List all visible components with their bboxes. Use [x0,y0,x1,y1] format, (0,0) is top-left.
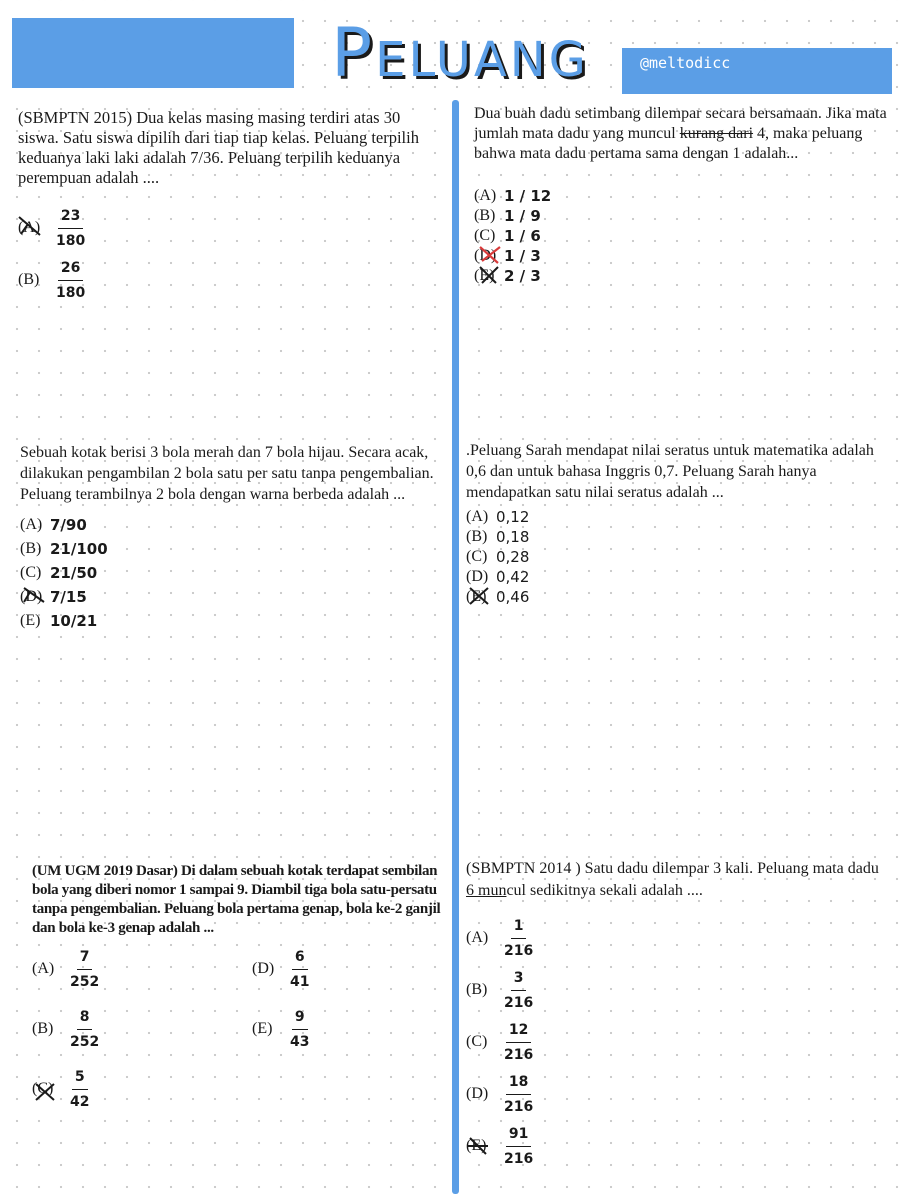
numerator: 1 [511,916,527,939]
fraction [504,1124,533,1169]
fraction [504,916,533,961]
option-label: (E) [466,1137,487,1154]
numerator: 9 [292,1007,308,1030]
options-grid [32,946,442,1112]
cross-mark-icon [20,584,48,608]
option-c [32,1066,252,1112]
cross-mark-icon [32,1080,60,1104]
option-a [32,946,252,992]
option-label: (C) [474,227,496,244]
option-d [20,587,440,607]
option-value: 1 / 3 [504,247,541,265]
question-5-stem: (UM UGM 2019 Dasar) Di dalam sebuah kotak terdapat sembilan bola yang diberi nomor 1 sampai 9. Diambil tiga bola satu-persatu tanpa pengembalian. Peluang bola pertama genap, bola ke-2 ganjil dan bola ke-3 genap adalah ... [32,863,441,936]
denominator: 43 [290,1033,310,1050]
fraction [70,1067,89,1112]
cross-mark-icon [464,1134,492,1158]
stem-text: cul sedikitnya sekali adalah .... [506,882,703,899]
option-a [18,202,438,254]
option-e [466,587,890,607]
option-value: 10/21 [50,612,98,630]
question-5 [32,862,442,1112]
numerator: 3 [511,968,527,991]
question-1 [18,108,438,306]
option-a [20,515,440,535]
fraction [290,947,309,992]
option-e [474,266,888,286]
option-b [18,254,438,306]
option-label: (B) [466,981,488,998]
fraction [504,1072,533,1117]
question-2-stem [474,104,888,164]
option-label: (B) [32,1020,54,1037]
option-label: (D) [252,960,275,977]
option-e [20,611,440,631]
denominator: 41 [290,973,310,990]
option-label: (B) [466,528,488,545]
numerator: 18 [506,1072,531,1095]
numerator: 8 [77,1007,93,1030]
option-label: (E) [474,267,495,284]
denominator: 252 [70,1033,100,1050]
option-value: 1 / 6 [504,227,541,245]
option-b [20,539,440,559]
option-label: (A) [20,516,43,533]
denominator: 180 [56,284,86,301]
option-label: (A) [32,960,55,977]
option-label: (B) [474,207,496,224]
question-6-stem [466,858,890,902]
option-b [466,527,890,547]
option-label: (C) [466,1033,488,1050]
option-c [474,226,888,246]
option-label: (E) [252,1020,273,1037]
denominator: 180 [56,232,86,249]
option-c [20,563,440,583]
option-c [466,547,890,567]
option-d [466,567,890,587]
option-a [474,186,888,206]
fraction [56,206,85,251]
option-value: 2 / 3 [504,267,541,285]
cross-mark-icon [476,263,504,287]
option-value: 0,28 [496,548,530,566]
option-label: (D) [20,588,43,605]
option-d [474,246,888,266]
numerator: 6 [292,947,308,970]
struck-text: kurang dari [679,125,754,142]
numerator: 7 [77,947,93,970]
fraction [70,1007,99,1052]
option-d [252,946,452,992]
option-label: (A) [474,187,497,204]
numerator: 23 [58,206,83,229]
option-label: (D) [474,247,497,264]
option-e [252,1006,452,1052]
denominator: 216 [504,942,534,959]
numerator: 12 [506,1020,531,1043]
question-2 [474,104,888,286]
option-label: (D) [466,1085,489,1102]
option-b [32,1006,252,1052]
question-4 [466,440,890,607]
numerator: 26 [58,258,83,281]
denominator: 216 [504,994,534,1011]
option-value: 0,12 [496,508,530,526]
option-label: (A) [466,508,489,525]
option-d [466,1068,890,1120]
denominator: 42 [70,1093,90,1110]
stem-text: (SBMPTN 2014 ) Satu dadu dilempar 3 kali. Peluang mata dadu [466,860,879,877]
option-label: (D) [466,568,489,585]
option-value: 1 / 12 [504,187,552,205]
cross-mark-icon [466,584,494,608]
stem-text: Dua buah dadu setimbang dilempar secara bersamaan. Jika mata jumlah mata dadu yang muncul [474,105,887,142]
option-value: 0,42 [496,568,530,586]
question-1-stem: (SBMPTN 2015) Dua kelas masing masing terdiri atas 30 siswa. Satu siswa dipilih dari tiap tiap kelas. Peluang terpilih keduanya laki laki adalah 7/36. Peluang terpilih keduanya perempuan adalah .... [18,108,419,187]
option-c [466,1016,890,1068]
option-label: (E) [20,612,41,629]
option-e [466,1120,890,1172]
option-label: (A) [18,219,41,236]
denominator: 216 [504,1098,534,1115]
question-6 [466,858,890,1172]
denominator: 216 [504,1150,534,1167]
option-label: (A) [466,929,489,946]
option-value: 7/15 [50,588,87,606]
page-title: Peluang [331,14,589,93]
option-label: (B) [18,271,40,288]
question-3 [20,442,440,631]
fraction [504,1020,533,1065]
option-label: (C) [466,548,488,565]
option-label: (B) [20,540,42,557]
question-3-stem: Sebuah kotak berisi 3 bola merah dan 7 bola hijau. Secara acak, dilakukan pengambilan 2 bola satu per satu tanpa pengembalian. Peluang terambilnya 2 bola dengan warna berbeda adalah ... [20,444,434,503]
option-value: 0,18 [496,528,530,546]
numerator: 91 [506,1124,531,1147]
option-label: (C) [20,564,42,581]
fraction [290,1007,309,1052]
option-value: 7/90 [50,516,87,534]
question-4-stem: .Peluang Sarah mendapat nilai seratus untuk matematika adalah 0,6 dan untuk bahasa Inggris 0,7. Peluang Sarah hanya mendapatkan satu nilai seratus adalah ... [466,442,874,501]
denominator: 216 [504,1046,534,1063]
numerator: 5 [72,1067,88,1090]
option-value: 0,46 [496,588,530,606]
author-handle: @meltodicc [640,54,731,72]
option-a [466,912,890,964]
option-label: (E) [466,588,487,605]
option-b [474,206,888,226]
option-a [466,507,890,527]
option-value: 1 / 9 [504,207,541,225]
denominator: 252 [70,973,100,990]
option-label: (C) [32,1080,54,1097]
fraction [56,258,85,303]
title-bar-left [12,18,294,88]
option-value: 21/50 [50,564,98,582]
column-divider [452,100,459,1194]
option-value: 21/100 [50,540,108,558]
stem-text: 4, maka peluang bahwa mata dadu pertama sama dengan 1 adalah... [474,125,863,162]
fraction [70,947,99,992]
cross-mark-icon [16,214,44,238]
fraction [504,968,533,1013]
underlined-text: 6 mun [466,882,507,899]
option-b [466,964,890,1016]
